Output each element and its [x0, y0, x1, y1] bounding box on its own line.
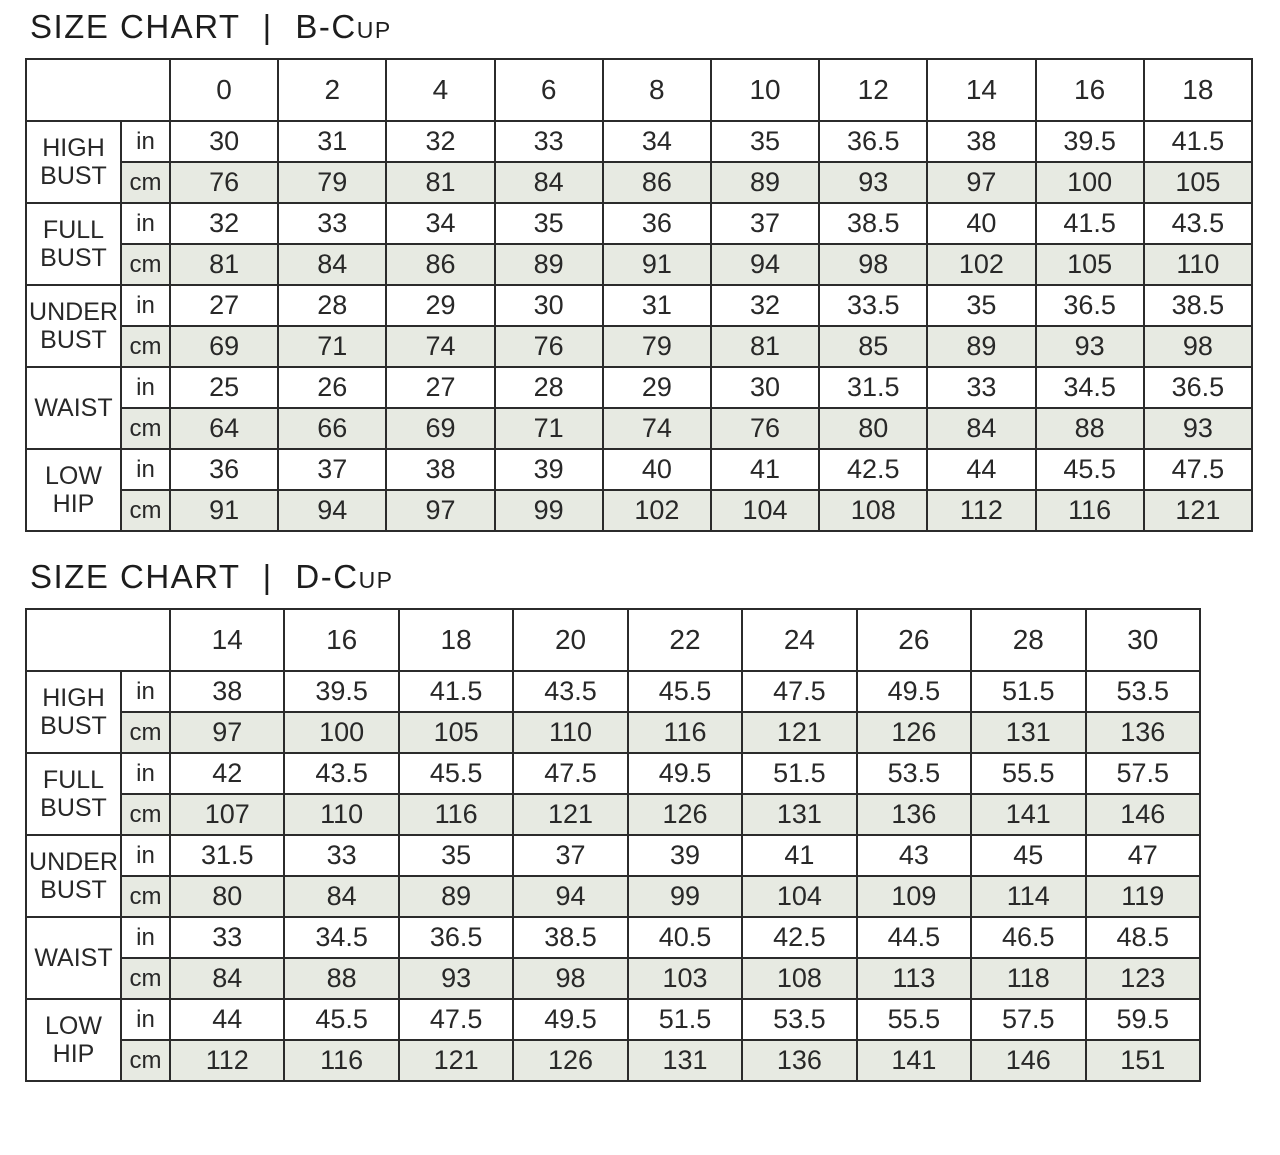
measurement-value-in: 33	[927, 367, 1035, 408]
measurement-value-cm: 97	[386, 490, 494, 531]
unit-label-in: in	[121, 999, 170, 1040]
measurement-row-inches	[26, 753, 1200, 794]
size-column-header: 6	[495, 59, 603, 121]
measurement-value-in: 53.5	[857, 753, 971, 794]
measurement-value-cm: 89	[495, 244, 603, 285]
measurement-value-cm: 123	[1086, 958, 1201, 999]
measurement-value-cm: 97	[170, 712, 284, 753]
measurement-value-in: 44	[170, 999, 284, 1040]
measurement-value-in: 55.5	[857, 999, 971, 1040]
measurement-value-in: 51.5	[742, 753, 856, 794]
measurement-value-in: 44.5	[857, 917, 971, 958]
measurement-value-cm: 126	[857, 712, 971, 753]
measurement-label	[26, 753, 121, 835]
measurement-label	[26, 285, 121, 367]
measurement-label-line: HIGH	[42, 134, 105, 162]
measurement-value-in: 36.5	[1144, 367, 1252, 408]
measurement-value-in: 27	[170, 285, 278, 326]
measurement-label	[26, 999, 121, 1081]
measurement-row-inches	[26, 121, 1252, 162]
measurement-value-in: 26	[278, 367, 386, 408]
unit-label-cm: cm	[121, 162, 170, 203]
measurement-value-in: 38	[170, 671, 284, 712]
measurement-row-inches	[26, 203, 1252, 244]
measurement-value-in: 45.5	[628, 671, 742, 712]
measurement-value-cm: 151	[1086, 1040, 1201, 1081]
measurement-value-cm: 105	[1036, 244, 1144, 285]
measurement-value-in: 32	[170, 203, 278, 244]
measurement-value-cm: 108	[742, 958, 856, 999]
measurement-row-centimeters	[26, 326, 1252, 367]
measurement-value-cm: 100	[284, 712, 398, 753]
measurement-value-cm: 99	[628, 876, 742, 917]
measurement-row-inches	[26, 285, 1252, 326]
measurement-value-cm: 85	[819, 326, 927, 367]
measurement-value-cm: 112	[927, 490, 1035, 531]
measurement-value-in: 45	[971, 835, 1085, 876]
measurement-value-cm: 116	[399, 794, 513, 835]
measurement-value-in: 36.5	[1036, 285, 1144, 326]
unit-label-in: in	[121, 367, 170, 408]
measurement-row-centimeters	[26, 1040, 1200, 1081]
measurement-value-cm: 136	[1086, 712, 1201, 753]
size-table-b-cup	[25, 58, 1253, 532]
page-title-b-cup	[30, 8, 1280, 46]
measurement-value-cm: 71	[495, 408, 603, 449]
size-column-header: 30	[1086, 609, 1201, 671]
measurement-value-in: 47.5	[399, 999, 513, 1040]
measurement-label	[26, 203, 121, 285]
measurement-label-line: UNDER	[29, 848, 118, 876]
measurement-value-in: 43.5	[284, 753, 398, 794]
measurement-row-inches	[26, 671, 1200, 712]
measurement-value-in: 35	[927, 285, 1035, 326]
measurement-label	[26, 449, 121, 531]
measurement-value-in: 39	[495, 449, 603, 490]
measurement-value-cm: 136	[742, 1040, 856, 1081]
measurement-value-cm: 84	[927, 408, 1035, 449]
measurement-value-in: 53.5	[742, 999, 856, 1040]
measurement-value-in: 35	[399, 835, 513, 876]
unit-label-cm: cm	[121, 326, 170, 367]
measurement-value-in: 33	[170, 917, 284, 958]
size-table-body	[26, 671, 1200, 1081]
measurement-value-cm: 89	[711, 162, 819, 203]
measurement-value-cm: 98	[819, 244, 927, 285]
measurement-label	[26, 367, 121, 449]
measurement-value-cm: 121	[742, 712, 856, 753]
measurement-label-line: UNDER	[29, 298, 118, 326]
measurement-value-cm: 112	[170, 1040, 284, 1081]
measurement-value-in: 40.5	[628, 917, 742, 958]
measurement-row-inches	[26, 835, 1200, 876]
measurement-value-cm: 121	[513, 794, 627, 835]
unit-label-in: in	[121, 203, 170, 244]
measurement-value-in: 37	[711, 203, 819, 244]
measurement-value-cm: 108	[819, 490, 927, 531]
title-text: SIZE CHART	[30, 8, 240, 45]
measurement-value-in: 30	[495, 285, 603, 326]
unit-label-cm: cm	[121, 244, 170, 285]
size-header-row	[26, 59, 1252, 121]
measurement-value-in: 32	[386, 121, 494, 162]
measurement-value-in: 39.5	[1036, 121, 1144, 162]
measurement-value-in: 38	[927, 121, 1035, 162]
measurement-value-in: 35	[495, 203, 603, 244]
measurement-label-line: WAIST	[34, 944, 113, 972]
measurement-row-centimeters	[26, 712, 1200, 753]
measurement-value-in: 40	[603, 449, 711, 490]
measurement-label-line: BUST	[40, 162, 107, 190]
unit-label-cm: cm	[121, 958, 170, 999]
measurement-label-line: BUST	[40, 794, 107, 822]
measurement-value-in: 30	[711, 367, 819, 408]
measurement-value-cm: 121	[1144, 490, 1252, 531]
measurement-value-cm: 69	[386, 408, 494, 449]
measurement-value-cm: 121	[399, 1040, 513, 1081]
measurement-value-in: 45.5	[284, 999, 398, 1040]
measurement-value-in: 45.5	[399, 753, 513, 794]
unit-label-in: in	[121, 449, 170, 490]
measurement-row-centimeters	[26, 794, 1200, 835]
measurement-label-line: FULL	[42, 766, 105, 794]
measurement-value-in: 47.5	[742, 671, 856, 712]
unit-label-cm: cm	[121, 490, 170, 531]
measurement-value-in: 34	[603, 121, 711, 162]
title-cup-label: D-Cup	[295, 558, 394, 595]
measurement-value-cm: 79	[278, 162, 386, 203]
measurement-value-in: 46.5	[971, 917, 1085, 958]
unit-label-in: in	[121, 121, 170, 162]
measurement-value-cm: 104	[711, 490, 819, 531]
measurement-value-cm: 76	[170, 162, 278, 203]
measurement-value-in: 49.5	[513, 999, 627, 1040]
measurement-value-in: 49.5	[857, 671, 971, 712]
measurement-value-in: 43	[857, 835, 971, 876]
unit-label-in: in	[121, 753, 170, 794]
title-text: SIZE CHART	[30, 558, 240, 595]
measurement-value-cm: 113	[857, 958, 971, 999]
measurement-value-cm: 76	[495, 326, 603, 367]
measurement-label-line: LOW	[45, 1012, 102, 1040]
measurement-value-cm: 110	[1144, 244, 1252, 285]
size-table-body	[26, 121, 1252, 531]
measurement-value-cm: 94	[278, 490, 386, 531]
measurement-label-line: BUST	[40, 876, 107, 904]
measurement-value-in: 59.5	[1086, 999, 1201, 1040]
measurement-row-centimeters	[26, 876, 1200, 917]
unit-label-in: in	[121, 285, 170, 326]
measurement-value-in: 36.5	[819, 121, 927, 162]
title-separator: |	[262, 558, 273, 595]
size-column-header: 18	[1144, 59, 1252, 121]
unit-label-cm: cm	[121, 1040, 170, 1081]
size-chart-section-d-cup	[25, 558, 1280, 1082]
size-column-header: 16	[284, 609, 398, 671]
measurement-value-cm: 105	[399, 712, 513, 753]
measurement-value-in: 41.5	[399, 671, 513, 712]
size-column-header: 8	[603, 59, 711, 121]
measurement-value-in: 27	[386, 367, 494, 408]
measurement-value-in: 33	[278, 203, 386, 244]
measurement-value-in: 57.5	[971, 999, 1085, 1040]
measurement-value-cm: 81	[386, 162, 494, 203]
size-chart-section-b-cup	[25, 8, 1280, 532]
unit-label-in: in	[121, 917, 170, 958]
measurement-value-cm: 93	[819, 162, 927, 203]
size-header-row	[26, 609, 1200, 671]
size-column-header: 4	[386, 59, 494, 121]
measurement-value-in: 39	[628, 835, 742, 876]
measurement-value-cm: 107	[170, 794, 284, 835]
measurement-value-in: 35	[711, 121, 819, 162]
measurement-value-cm: 98	[513, 958, 627, 999]
measurement-value-cm: 118	[971, 958, 1085, 999]
measurement-row-centimeters	[26, 490, 1252, 531]
measurement-value-in: 39.5	[284, 671, 398, 712]
measurement-value-cm: 88	[284, 958, 398, 999]
measurement-value-in: 31	[603, 285, 711, 326]
unit-label-in: in	[121, 671, 170, 712]
page-title-d-cup	[30, 558, 1280, 596]
measurement-label-line: LOW	[45, 462, 102, 490]
measurement-value-in: 47.5	[1144, 449, 1252, 490]
measurement-value-cm: 99	[495, 490, 603, 531]
size-column-header: 14	[927, 59, 1035, 121]
measurement-value-in: 49.5	[628, 753, 742, 794]
measurement-value-cm: 80	[819, 408, 927, 449]
measurement-value-cm: 97	[927, 162, 1035, 203]
measurement-value-in: 34.5	[284, 917, 398, 958]
measurement-value-in: 47	[1086, 835, 1201, 876]
measurement-value-in: 41.5	[1036, 203, 1144, 244]
unit-label-cm: cm	[121, 876, 170, 917]
measurement-value-cm: 80	[170, 876, 284, 917]
measurement-value-in: 42	[170, 753, 284, 794]
measurement-value-cm: 84	[284, 876, 398, 917]
measurement-value-in: 44	[927, 449, 1035, 490]
measurement-value-cm: 66	[278, 408, 386, 449]
size-column-header: 10	[711, 59, 819, 121]
size-table-d-cup	[25, 608, 1201, 1082]
measurement-value-in: 38.5	[1144, 285, 1252, 326]
measurement-value-cm: 116	[1036, 490, 1144, 531]
measurement-value-cm: 98	[1144, 326, 1252, 367]
measurement-value-cm: 89	[927, 326, 1035, 367]
measurement-value-in: 43.5	[1144, 203, 1252, 244]
measurement-value-cm: 104	[742, 876, 856, 917]
size-column-header: 22	[628, 609, 742, 671]
size-column-header: 14	[170, 609, 284, 671]
measurement-value-in: 32	[711, 285, 819, 326]
measurement-label-line: BUST	[40, 326, 107, 354]
measurement-value-in: 38	[386, 449, 494, 490]
measurement-value-cm: 81	[711, 326, 819, 367]
measurement-row-inches	[26, 367, 1252, 408]
measurement-label	[26, 917, 121, 999]
measurement-value-cm: 64	[170, 408, 278, 449]
size-table-head	[26, 59, 1252, 121]
measurement-value-cm: 71	[278, 326, 386, 367]
measurement-label	[26, 671, 121, 753]
measurement-value-in: 42.5	[819, 449, 927, 490]
measurement-value-in: 36	[170, 449, 278, 490]
measurement-value-cm: 84	[278, 244, 386, 285]
measurement-value-cm: 146	[971, 1040, 1085, 1081]
measurement-value-cm: 79	[603, 326, 711, 367]
measurement-value-in: 47.5	[513, 753, 627, 794]
measurement-value-in: 42.5	[742, 917, 856, 958]
measurement-value-in: 38.5	[513, 917, 627, 958]
measurement-value-in: 41	[711, 449, 819, 490]
measurement-value-cm: 74	[386, 326, 494, 367]
measurement-value-cm: 105	[1144, 162, 1252, 203]
size-table-head	[26, 609, 1200, 671]
measurement-label-line: WAIST	[34, 394, 113, 422]
title-cup-label: B-Cup	[295, 8, 392, 45]
measurement-value-in: 33.5	[819, 285, 927, 326]
measurement-value-cm: 126	[513, 1040, 627, 1081]
measurement-value-cm: 116	[628, 712, 742, 753]
measurement-value-cm: 102	[603, 490, 711, 531]
measurement-value-in: 51.5	[971, 671, 1085, 712]
measurement-value-cm: 93	[1144, 408, 1252, 449]
measurement-label-line: BUST	[40, 712, 107, 740]
measurement-value-cm: 116	[284, 1040, 398, 1081]
measurement-label-line: HIP	[52, 1040, 95, 1068]
measurement-value-in: 43.5	[513, 671, 627, 712]
measurement-value-in: 40	[927, 203, 1035, 244]
size-column-header: 0	[170, 59, 278, 121]
measurement-value-cm: 94	[513, 876, 627, 917]
measurement-value-cm: 100	[1036, 162, 1144, 203]
measurement-value-in: 29	[386, 285, 494, 326]
measurement-value-in: 41.5	[1144, 121, 1252, 162]
measurement-value-in: 28	[495, 367, 603, 408]
unit-label-cm: cm	[121, 712, 170, 753]
measurement-value-cm: 131	[742, 794, 856, 835]
measurement-value-cm: 103	[628, 958, 742, 999]
measurement-value-cm: 81	[170, 244, 278, 285]
measurement-value-in: 31.5	[819, 367, 927, 408]
size-column-header: 16	[1036, 59, 1144, 121]
title-separator: |	[262, 8, 273, 45]
measurement-value-in: 34.5	[1036, 367, 1144, 408]
measurement-value-cm: 141	[857, 1040, 971, 1081]
measurement-value-cm: 136	[857, 794, 971, 835]
measurement-value-cm: 93	[1036, 326, 1144, 367]
measurement-value-in: 53.5	[1086, 671, 1201, 712]
measurement-value-cm: 146	[1086, 794, 1201, 835]
measurement-value-cm: 89	[399, 876, 513, 917]
measurement-value-in: 31.5	[170, 835, 284, 876]
measurement-value-cm: 114	[971, 876, 1085, 917]
measurement-value-in: 36.5	[399, 917, 513, 958]
measurement-value-in: 41	[742, 835, 856, 876]
measurement-value-in: 45.5	[1036, 449, 1144, 490]
measurement-value-cm: 110	[513, 712, 627, 753]
measurement-row-inches	[26, 917, 1200, 958]
measurement-value-in: 57.5	[1086, 753, 1201, 794]
measurement-value-in: 37	[278, 449, 386, 490]
measurement-value-cm: 119	[1086, 876, 1201, 917]
measurement-row-inches	[26, 449, 1252, 490]
size-column-header: 18	[399, 609, 513, 671]
measurement-row-centimeters	[26, 162, 1252, 203]
measurement-value-cm: 131	[628, 1040, 742, 1081]
measurement-label	[26, 121, 121, 203]
size-column-header: 24	[742, 609, 856, 671]
size-column-header: 2	[278, 59, 386, 121]
measurement-value-in: 38.5	[819, 203, 927, 244]
measurement-value-cm: 109	[857, 876, 971, 917]
measurement-row-centimeters	[26, 244, 1252, 285]
measurement-value-in: 48.5	[1086, 917, 1201, 958]
size-column-header: 12	[819, 59, 927, 121]
measurement-value-in: 37	[513, 835, 627, 876]
measurement-value-in: 29	[603, 367, 711, 408]
measurement-label-line: HIP	[52, 490, 95, 518]
measurement-value-in: 28	[278, 285, 386, 326]
measurement-row-centimeters	[26, 408, 1252, 449]
measurement-value-cm: 93	[399, 958, 513, 999]
measurement-value-cm: 84	[495, 162, 603, 203]
measurement-value-in: 31	[278, 121, 386, 162]
corner-cell	[26, 609, 170, 671]
measurement-value-cm: 86	[386, 244, 494, 285]
unit-label-in: in	[121, 835, 170, 876]
measurement-value-cm: 131	[971, 712, 1085, 753]
measurement-value-cm: 126	[628, 794, 742, 835]
measurement-value-cm: 91	[603, 244, 711, 285]
measurement-row-centimeters	[26, 958, 1200, 999]
measurement-value-in: 33	[284, 835, 398, 876]
measurement-value-in: 34	[386, 203, 494, 244]
measurement-value-in: 51.5	[628, 999, 742, 1040]
measurement-value-cm: 74	[603, 408, 711, 449]
measurement-value-cm: 91	[170, 490, 278, 531]
measurement-value-cm: 84	[170, 958, 284, 999]
measurement-value-cm: 94	[711, 244, 819, 285]
size-column-header: 28	[971, 609, 1085, 671]
measurement-value-cm: 110	[284, 794, 398, 835]
measurement-value-cm: 69	[170, 326, 278, 367]
size-column-header: 26	[857, 609, 971, 671]
measurement-value-in: 30	[170, 121, 278, 162]
unit-label-cm: cm	[121, 408, 170, 449]
measurement-label-line: HIGH	[42, 684, 105, 712]
corner-cell	[26, 59, 170, 121]
measurement-label-line: BUST	[40, 244, 107, 272]
measurement-value-in: 55.5	[971, 753, 1085, 794]
measurement-value-cm: 88	[1036, 408, 1144, 449]
measurement-value-cm: 102	[927, 244, 1035, 285]
size-column-header: 20	[513, 609, 627, 671]
measurement-value-in: 25	[170, 367, 278, 408]
measurement-value-in: 33	[495, 121, 603, 162]
measurement-row-inches	[26, 999, 1200, 1040]
measurement-value-in: 36	[603, 203, 711, 244]
unit-label-cm: cm	[121, 794, 170, 835]
measurement-value-cm: 76	[711, 408, 819, 449]
measurement-label	[26, 835, 121, 917]
measurement-value-cm: 141	[971, 794, 1085, 835]
measurement-value-cm: 86	[603, 162, 711, 203]
measurement-label-line: FULL	[42, 216, 105, 244]
